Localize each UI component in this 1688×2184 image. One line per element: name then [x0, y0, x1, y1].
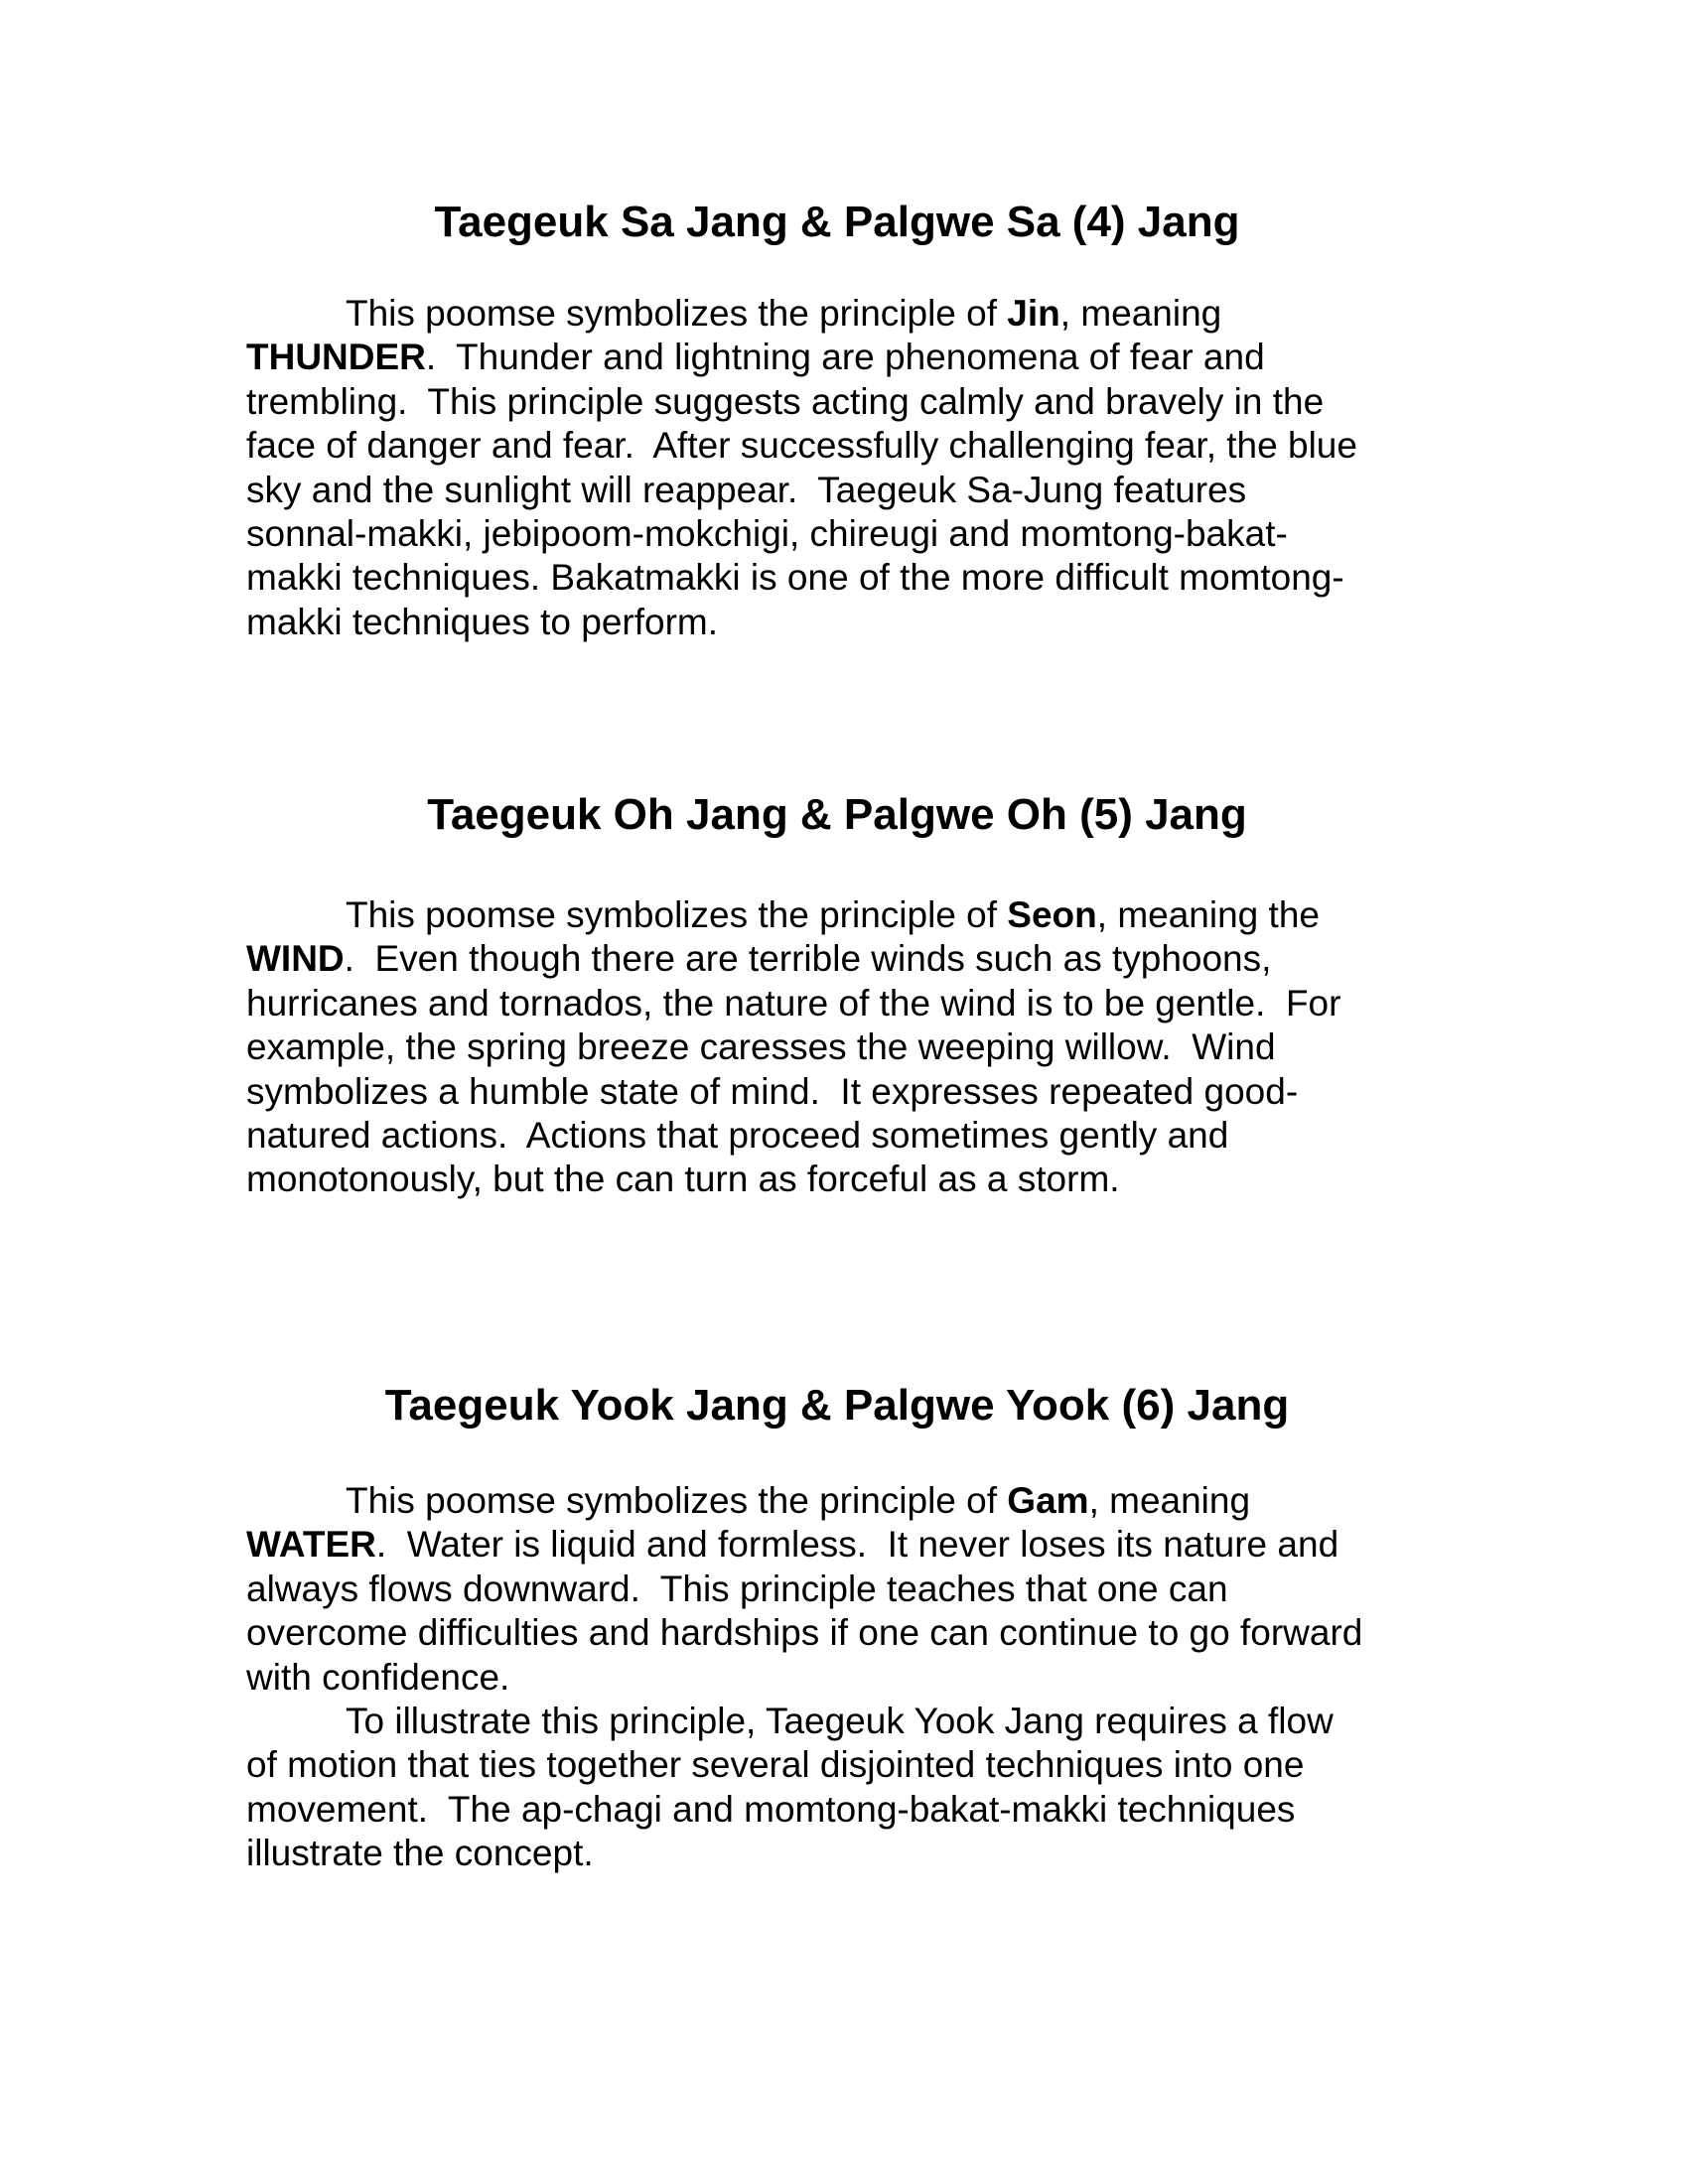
paragraph-line [246, 380, 1428, 424]
paragraph-line [246, 1743, 1428, 1787]
paragraph-line [246, 469, 1428, 512]
paragraph-line [246, 1158, 1428, 1201]
bold-term: WIND [246, 938, 345, 980]
section-heading: Taegeuk Yook Jang & Palgwe Yook (6) Jang [384, 1381, 1290, 1430]
text-run: This poomse symbolizes the principle of [346, 1480, 1008, 1521]
text-run: with confidence. [246, 1656, 510, 1698]
paragraph-line [246, 1114, 1428, 1158]
paragraph-line [246, 292, 1428, 336]
text-run: trembling. This principle suggests acting calmly and bravely in the [246, 380, 1325, 422]
section-paragraph [246, 1479, 1428, 1700]
text-run: example, the spring breeze caresses the weeping willow. Wind [246, 1026, 1276, 1068]
text-run: makki techniques. Bakatmakki is one of the more difficult momtong- [246, 557, 1344, 599]
text-run: To illustrate this principle, Taegeuk Yook Jang requires a flow [346, 1701, 1334, 1741]
text-run: natured actions. Actions that proceed sometimes gently and [246, 1114, 1229, 1156]
bold-term: Seon [1007, 894, 1097, 935]
paragraph-line [246, 1025, 1428, 1069]
text-run: sky and the sunlight will reappear. Taegeuk Sa-Jung features [246, 469, 1247, 510]
paragraph-line [246, 1568, 1428, 1611]
text-run: movement. The ap-chagi and momtong-bakat-makki techniques [246, 1788, 1296, 1830]
text-run: always flows downward. This principle teaches that one can [246, 1568, 1228, 1609]
paragraph-line [246, 1700, 1428, 1743]
paragraph-line [246, 1479, 1428, 1523]
text-run: hurricanes and tornados, the nature of the wind is to be gentle. For [246, 982, 1341, 1024]
paragraph-line [246, 1070, 1428, 1114]
text-run: , meaning [1088, 1480, 1251, 1521]
paragraph-line [246, 1788, 1428, 1832]
text-run: This poomse symbolizes the principle of [346, 894, 1008, 935]
paragraph-line [246, 1611, 1428, 1655]
text-run: . Water is liquid and formless. It never loses its nature and [375, 1524, 1339, 1566]
text-run: symbolizes a humble state of mind. It expresses repeated good- [246, 1070, 1299, 1112]
section-paragraph [246, 292, 1428, 644]
paragraph-line [246, 982, 1428, 1025]
paragraph-line [246, 336, 1428, 379]
paragraph-line [246, 512, 1428, 556]
text-run: face of danger and fear. After successfully challenging fear, the blue [246, 425, 1357, 467]
paragraph-line [246, 1523, 1428, 1567]
text-run: This poomse symbolizes the principle of [346, 293, 1008, 334]
text-run: illustrate the concept. [246, 1833, 594, 1874]
text-run: , meaning [1059, 293, 1222, 334]
section-paragraph [246, 893, 1428, 1202]
text-run: of motion that ties together several disjointed techniques into one [246, 1744, 1305, 1786]
bold-term: Gam [1007, 1480, 1089, 1521]
paragraph-line [246, 937, 1428, 981]
section-heading: Taegeuk Sa Jang & Palgwe Sa (4) Jang [434, 198, 1240, 246]
text-run: makki techniques to perform. [246, 601, 719, 642]
section-paragraph [246, 1700, 1428, 1876]
paragraph-line [246, 1656, 1428, 1700]
bold-term: THUNDER [246, 337, 426, 378]
text-run: , meaning the [1096, 894, 1320, 935]
text-run: sonnal-makki, jebipoom-mokchigi, chireugi and momtong-bakat- [246, 512, 1288, 554]
text-run: overcome difficulties and hardships if one can continue to go forward [246, 1612, 1363, 1654]
bold-term: Jin [1007, 293, 1060, 334]
paragraph-line [246, 601, 1428, 644]
paragraph-line [246, 1832, 1428, 1875]
paragraph-line [246, 424, 1428, 468]
bold-term: WATER [246, 1524, 376, 1566]
paragraph-line [246, 893, 1428, 937]
text-run: . Even though there are terrible winds such as typhoons, [344, 938, 1272, 980]
text-run: . Thunder and lightning are phenomena of fear and [425, 337, 1265, 378]
section-heading: Taegeuk Oh Jang & Palgwe Oh (5) Jang [427, 790, 1247, 839]
text-run: monotonously, but the can turn as forceful as a storm. [246, 1159, 1120, 1200]
paragraph-line [246, 556, 1428, 600]
